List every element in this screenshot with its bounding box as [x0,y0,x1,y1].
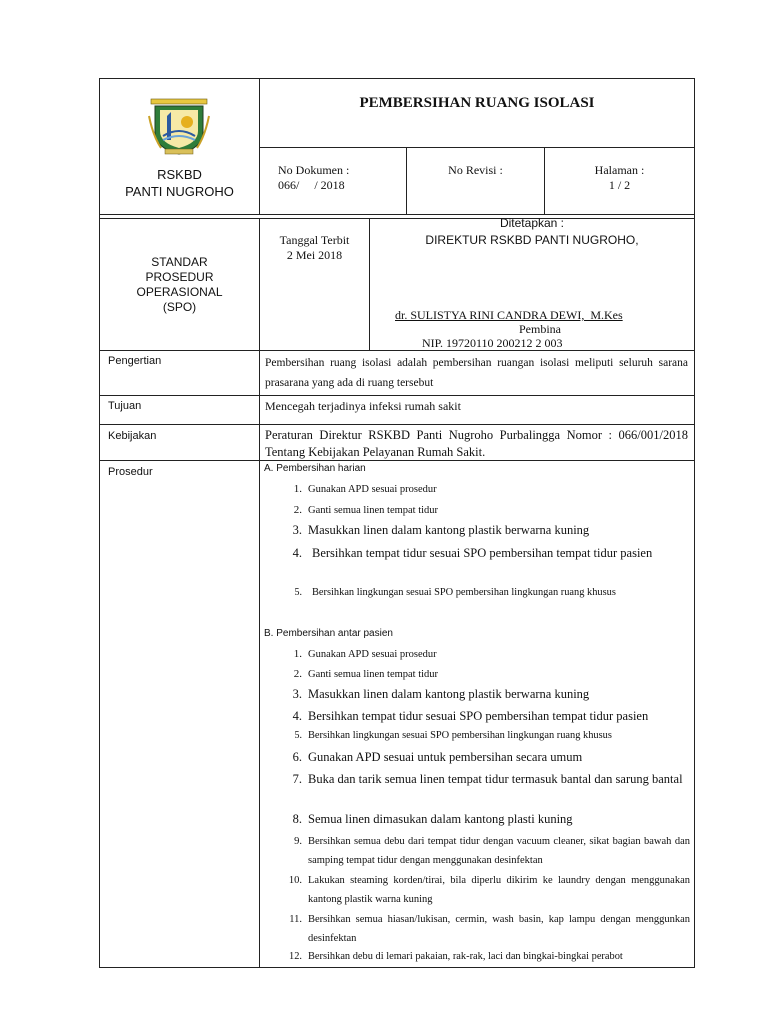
doc-number-label: No Dokumen : [278,163,350,177]
section-a-heading: A. Pembersihan harian [264,463,366,474]
list-item: 11. Bersihkan semua hiasan/lukisan, cermin, wash basin, kap lampu dengan menggunkan desinfektan [289,914,690,944]
row-text-tujuan: Mencegah terjadinya infeksi rumah sakit [265,399,461,413]
list-item: 4. Bersihkan tempat tidur sesuai SPO pembersihan tempat tidur pasien [292,709,649,723]
list-item: 5. Bersihkan lingkungan sesuai SPO pembersihan lingkungan ruang khusus [294,730,612,741]
list-item: 9. Bersihkan semua debu dari tempat tidur dengan vacuum cleaner, sikat bagian bawah dan samping tempat tidur dengan menggunakan desinfektan [294,836,690,866]
list-item: 1. Gunakan APD sesuai prosedur [293,483,437,495]
doc-number-value: 066/ / 2018 [278,178,345,192]
row-text-kebijakan: Peraturan Direktur RSKBD Panti Nugroho Purbalingga Nomor : 066/001/2018 Tentang Kebijakan Pelayanan Rumah Sakit. [265,428,688,459]
list-item: 1. Gunakan APD sesuai prosedur [293,648,437,660]
row-label-pengertian: Pengertian [108,355,162,367]
row-label-kebijakan: Kebijakan [108,430,157,442]
section-b-heading: B. Pembersihan antar pasien [264,628,393,639]
approval-label: Ditetapkan : [499,216,565,230]
signer-nip: NIP. 19720110 200212 2 003 [422,336,563,350]
page-value: 1 / 2 [608,178,631,192]
list-item: 3. Masukkan linen dalam kantong plastik berwarna kuning [292,687,590,701]
document-title: PEMBERSIHAN RUANG ISOLASI [359,95,595,111]
list-item: 4. Bersihkan tempat tidur sesuai SPO pembersihan tempat tidur pasien [292,546,653,560]
list-item: 12. Bersihkan debu di lemari pakaian, rak-rak, laci dan bingkai-bingkai perabot [289,951,623,962]
issue-date-value: 2 Mei 2018 [286,248,343,262]
row-label-prosedur: Prosedur [108,466,153,478]
seal-logo [147,96,211,156]
director-title: DIREKTUR RSKBD PANTI NUGROHO, [425,233,639,247]
list-item: 3. Masukkan linen dalam kantong plastik berwarna kuning [292,523,590,537]
list-item: 6. Gunakan APD sesuai untuk pembersihan secara umum [292,750,583,764]
list-item: 2. Ganti semua linen tempat tidur [293,504,439,516]
issue-date-label: Tanggal Terbit [279,233,350,247]
list-item: 10. Lakukan steaming korden/tirai, bila diperlu dikirim ke laundry dengan menggunakan kantong plastik warna kuning [288,875,690,905]
spo-line1: STANDAR [151,255,208,269]
list-item: 8. Semua linen dimasukan dalam kantong plasti kuning [292,812,573,826]
revision-label: No Revisi : [448,163,503,177]
row-label-tujuan: Tujuan [108,400,142,412]
list-item: 7. Buka dan tarik semua linen tempat tidur termasuk bantal dan sarung bantal [292,772,683,786]
org-name-line1: RSKBD [157,167,202,182]
signer-name: dr. SULISTYA RINI CANDRA DEWI, M.Kes [395,308,623,322]
list-item: 5. Bersihkan lingkungan sesuai SPO pembersihan lingkungan ruang khusus [294,587,616,598]
spo-line4: (SPO) [162,300,197,314]
signer-rank: Pembina [519,322,561,336]
page-label: Halaman : [594,163,645,177]
row-text-pengertian: Pembersihan ruang isolasi adalah pembersihan ruangan isolasi meliputi seluruh sarana prasarana yang ada di ruang tersebut [265,357,688,389]
list-item: 2. Ganti semua linen tempat tidur [293,668,439,680]
spo-line3: OPERASIONAL [136,285,223,299]
spo-line2: PROSEDUR [145,270,214,284]
org-name-line2: PANTI NUGROHO [125,184,234,199]
